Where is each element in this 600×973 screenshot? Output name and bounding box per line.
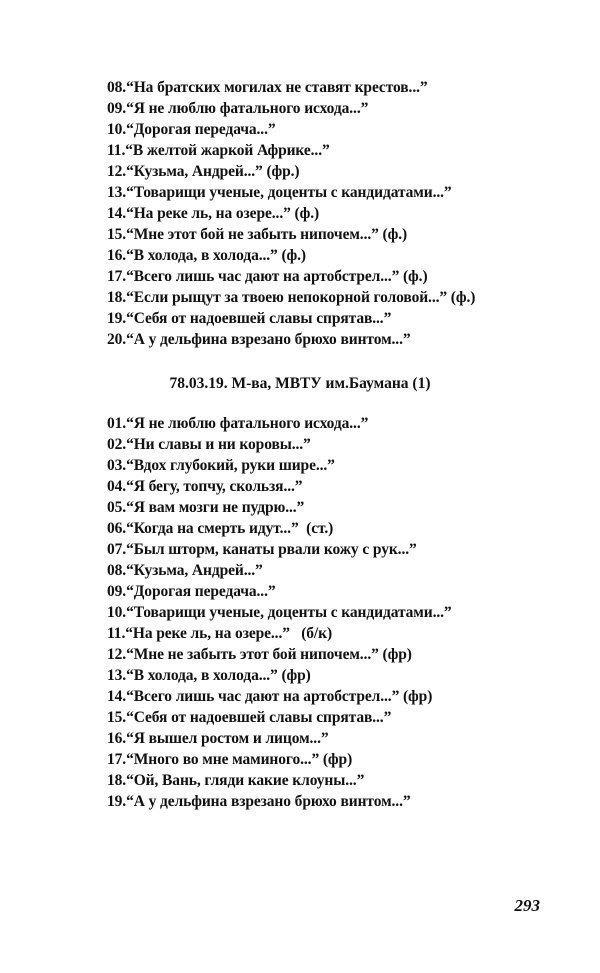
- song-item: 10.“Дорогая передача...”: [107, 121, 276, 138]
- song-item: 05.“Я вам мозги не пудрю...”: [107, 499, 305, 516]
- song-item: 17.“Всего лишь час дают на артобстрел...” (ф.): [107, 268, 428, 285]
- song-item: 19.“А у дельфина взрезано брюхо винтом...”: [107, 793, 411, 810]
- song-item: 08.“На братских могилах не ставят крестов...”: [107, 79, 428, 96]
- song-item: 20.“А у дельфина взрезано брюхо винтом...”: [107, 331, 411, 348]
- song-item: 16.“Я вышел ростом и лицом...”: [107, 730, 329, 747]
- song-list-mvtu-concert: [107, 413, 452, 812]
- song-item: 12.“Мне не забыть этот бой нипочем...” (фр): [107, 646, 412, 663]
- song-item: 06.“Когда на смерть идут...” (ст.): [107, 520, 334, 537]
- song-item: 14.“На реке ль, на озере...” (ф.): [107, 205, 320, 222]
- concert-heading: 78.03.19. М-ва, МВТУ им.Баумана (1): [169, 375, 431, 392]
- page-number: 293: [514, 896, 540, 915]
- song-item: 12.“Кузьма, Андрей...” (фр.): [107, 163, 300, 180]
- song-item: 13.“В холода, в холода...” (фр): [107, 667, 311, 684]
- song-item: 02.“Ни славы и ни коровы...”: [107, 436, 311, 453]
- song-item: 01.“Я не люблю фатального исхода...”: [107, 415, 369, 432]
- song-item: 09.“Я не люблю фатального исхода...”: [107, 100, 369, 117]
- song-item: 17.“Много во мне маминого...” (фр): [107, 751, 353, 768]
- song-item: 11.“В желтой жаркой Африке...”: [107, 142, 330, 159]
- song-item: 18.“Если рыщут за твоею непокорной головой...” (ф.): [107, 289, 476, 306]
- song-list-previous-concert: [107, 77, 475, 350]
- song-item: 10.“Товарищи ученые, доценты с кандидатами...”: [107, 604, 452, 621]
- song-item: 03.“Вдох глубокий, руки шире...”: [107, 457, 335, 474]
- song-item: 19.“Себя от надоевшей славы спрятав...”: [107, 310, 392, 327]
- song-item: 15.“Мне этот бой не забыть нипочем...” (ф.): [107, 226, 408, 243]
- song-item: 04.“Я бегу, топчу, скользя...”: [107, 478, 303, 495]
- song-item: 18.“Ой, Вань, гляди какие клоуны...”: [107, 772, 365, 789]
- song-item: 09.“Дорогая передача...”: [107, 583, 276, 600]
- song-item: 13.“Товарищи ученые, доценты с кандидатами...”: [107, 184, 452, 201]
- song-item: 08.“Кузьма, Андрей...”: [107, 562, 263, 579]
- song-item: 07.“Был шторм, канаты рвали кожу с рук...”: [107, 541, 417, 558]
- song-item: 15.“Себя от надоевшей славы спрятав...”: [107, 709, 392, 726]
- song-item: 14.“Всего лишь час дают на артобстрел...” (фр): [107, 688, 433, 705]
- song-item: 11.“На реке ль, на озере...” (б/к): [107, 625, 333, 642]
- song-item: 16.“В холода, в холода...” (ф.): [107, 247, 306, 264]
